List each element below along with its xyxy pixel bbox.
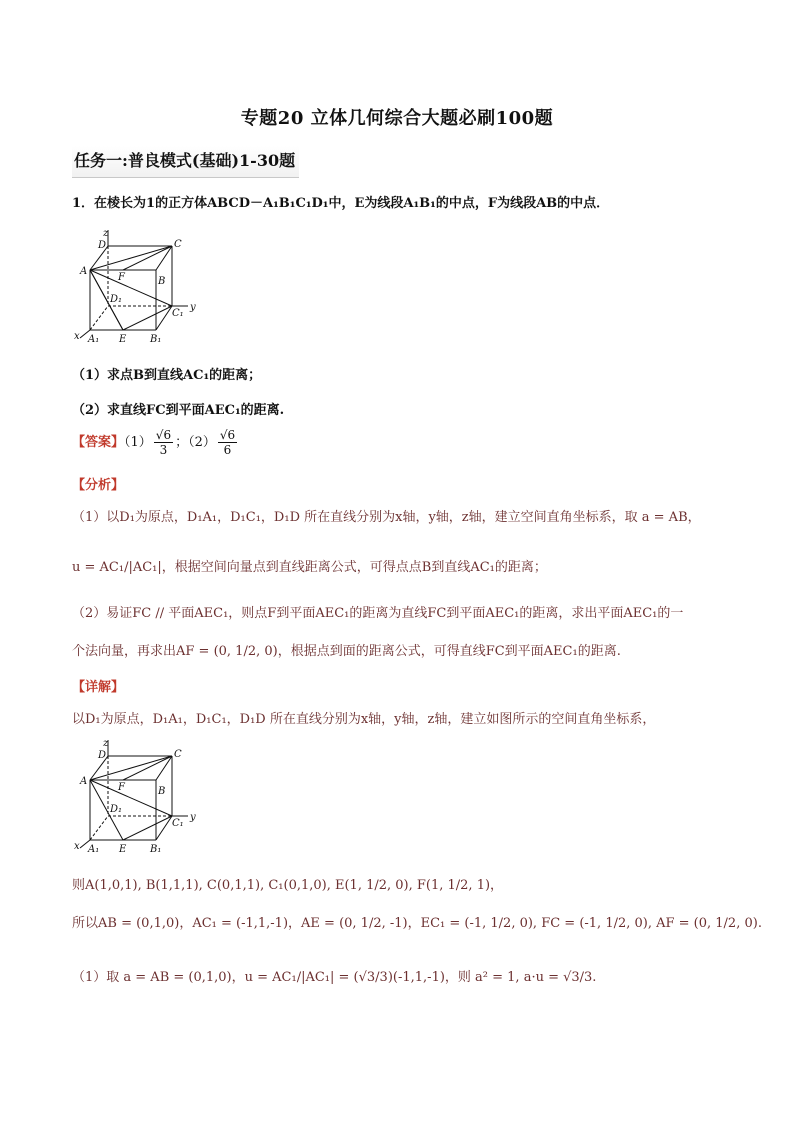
answer-fraction-1-den: 3: [159, 443, 168, 457]
answer-label: 【答案】: [72, 435, 125, 450]
answer-fraction-2-den: 6: [223, 443, 232, 457]
fig-label-C: C: [174, 239, 182, 250]
cube-diagram-2: [74, 736, 204, 854]
question-2: （2）求直线FC到平面AEC₁的距离.: [72, 403, 285, 418]
analysis-paragraph-2b: 个法向量，再求出AF = (0, 1/2, 0)，根据点到面的距离公式，可得直线FC到平面AEC₁的距离.: [72, 644, 621, 659]
fig2-label-z: z: [103, 738, 109, 749]
question-1: （1）求点B到直线AC₁的距离；: [72, 368, 262, 383]
fig2-label-F: F: [118, 782, 125, 793]
problem-statement: 1．在棱长为1的正方体ABCD－A₁B₁C₁D₁中，E为线段A₁B₁的中点，F为线段AB的中点．: [72, 196, 610, 211]
fig-label-C1: C₁: [172, 308, 184, 319]
answer-line: [72, 428, 239, 457]
cube-figure-1: [74, 226, 204, 344]
fig2-label-A1: A₁: [88, 844, 100, 854]
fig2-label-D1: D₁: [110, 804, 123, 815]
answer-fraction-2-num: √6: [219, 428, 236, 442]
analysis-paragraph-1b: u = AC₁/|AC₁|，根据空间向量点到直线距离公式，可得点点B到直线AC₁的距离；: [72, 560, 547, 575]
answer-fraction-1-num: √6: [155, 428, 172, 442]
fig2-label-D: D: [98, 750, 107, 761]
fig-label-A1: A₁: [88, 334, 100, 344]
cube-diagram: [74, 226, 204, 344]
fig2-label-A: A: [80, 776, 88, 787]
fig2-label-C1: C₁: [172, 818, 184, 829]
detail-coordinates: 则A(1,0,1), B(1,1,1), C(0,1,1), C₁(0,1,0), E(1, 1/2, 0), F(1, 1/2, 1)，: [72, 878, 504, 893]
fig-label-A: A: [80, 266, 88, 277]
fig-label-B: B: [158, 276, 166, 287]
answer-fraction-2: [218, 428, 237, 457]
answer-part1-prefix: （1）: [124, 435, 152, 450]
fig-label-x: x: [74, 331, 80, 342]
fig2-label-E: E: [119, 844, 127, 854]
fig2-label-B1: B₁: [150, 844, 162, 854]
detail-intro: 以D₁为原点，D₁A₁，D₁C₁，D₁D 所在直线分别为x轴，y轴，z轴，建立如图所示的空间直角坐标系，: [72, 712, 656, 727]
analysis-paragraph-2a: （2）易证FC // 平面AEC₁，则点F到平面AEC₁的距离为直线FC到平面AEC₁的距离，求出平面AEC₁的一: [72, 606, 684, 621]
detail-label: 【详解】: [72, 680, 125, 695]
fig-label-E: E: [119, 334, 127, 344]
answer-separator: ；（2）: [175, 435, 216, 450]
fig-label-B1: B₁: [150, 334, 162, 344]
fig-label-F: F: [118, 272, 125, 283]
fig-label-D: D: [98, 240, 107, 251]
fig-label-z: z: [103, 228, 109, 239]
analysis-paragraph-1a: （1）以D₁为原点，D₁A₁，D₁C₁，D₁D 所在直线分别为x轴，y轴，z轴，建立空间直角坐标系，取 a = AB，: [72, 510, 701, 525]
fig2-label-B: B: [158, 786, 166, 797]
detail-step-1: （1）取 a = AB = (0,1,0)，u = AC₁/|AC₁| = (√3/3)(-1,1,-1)，则 a² = 1, a·u = √3/3.: [72, 970, 597, 985]
task-heading: 任务一:普良模式(基础)1-30题: [72, 146, 299, 178]
document-title: 专题20 立体几何综合大题必刷100题: [240, 108, 554, 129]
fig2-label-y: y: [190, 812, 196, 823]
answer-fraction-1: [154, 428, 173, 457]
cube-figure-2: [74, 736, 204, 854]
fig2-label-C: C: [174, 749, 182, 760]
fig-label-y: y: [190, 302, 196, 313]
fig2-label-x: x: [74, 841, 80, 852]
analysis-label: 【分析】: [72, 478, 125, 493]
detail-vectors: 所以AB = (0,1,0)，AC₁ = (-1,1,-1)，AE = (0, 1/2, -1)，EC₁ = (-1, 1/2, 0), FC = (-1, 1/2, 0), AF = (0, 1/2, 0).: [72, 916, 762, 931]
fig-label-D1: D₁: [110, 294, 123, 305]
